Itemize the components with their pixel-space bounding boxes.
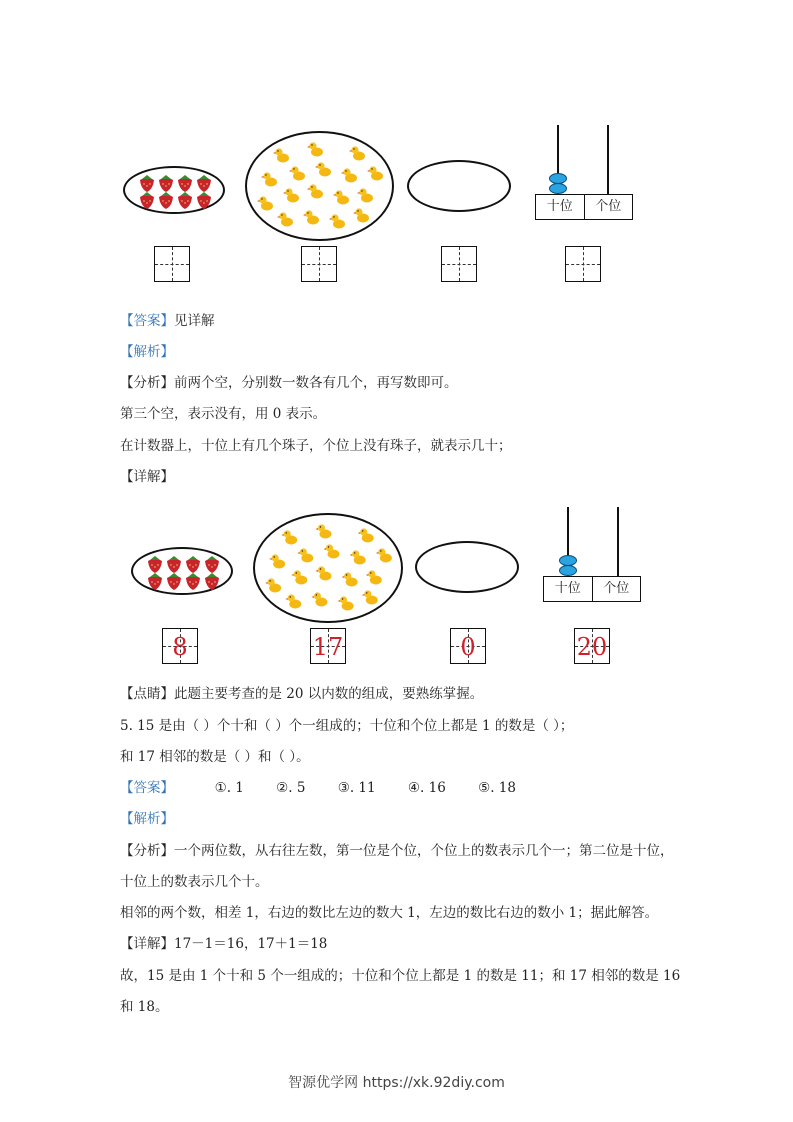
answer-value: 20 [576,633,608,661]
q5-fenxi1: 【分析】一个两位数，从右往左数，第一位是个位，个位上的数表示几个一；第二位是十位， [120,843,674,859]
answer-tag: 【答案】 [120,313,174,329]
duck-icon [362,590,378,604]
bead-icon [559,565,577,576]
duck-icon [366,570,382,584]
ones-label: 个位 [592,577,641,601]
ducks-group [255,515,405,625]
q5-question-line1: 5. 15 是由（ ）个十和（ ）个一组成的；十位和个位上都是 1 的数是（ ）； [120,718,574,734]
q4-line3: 在计数器上，十位上有几个珠子，个位上没有珠子，就表示几十； [120,438,512,454]
duck-icon [338,596,354,610]
q4-analysis-tag: 【解析】 [120,344,174,360]
answer-box-1 [162,628,198,664]
answer-box-3 [450,628,486,664]
q5-detail: 【详解】17－1＝16，17＋1＝18 [120,936,328,952]
answer-text: 见详解 [174,313,215,329]
q5-question-line2: 和 17 相邻的数是（ ）和（ ）。 [120,749,310,765]
ones-label: 个位 [584,195,633,219]
duck-icon [297,548,313,562]
ones-rod [617,507,619,577]
strawberries-group [133,549,235,597]
duck-icon [281,530,297,544]
answer-3: ③. 11 [337,780,376,796]
tens-label: 十位 [546,199,573,214]
duck-icon [315,566,331,580]
strawberry-icon [186,573,200,590]
duck-icon [285,594,301,608]
duck-icon [291,570,307,584]
q5-analysis-tag: 【解析】 [120,811,174,827]
q4-line2: 第三个空，表示没有，用 0 表示。 [120,406,327,422]
place-value-chart [543,576,641,602]
answer-value: 17 [312,633,344,661]
duck-icon [265,578,281,592]
strawberry-oval [131,547,233,595]
strawberry-icon [167,556,181,573]
dianjing-line: 【点睛】此题主要考查的是 20 以内数的组成，要熟练掌握。 [120,686,484,702]
q5-fenxi2: 十位上的数表示几个十。 [120,874,269,890]
q5-conclusion2: 和 18。 [120,999,169,1015]
duck-oval [253,513,403,623]
strawberry-icon [167,573,181,590]
footer-watermark: 智源优学网 https://xk.92diy.com [288,1075,505,1091]
strawberry-icon [205,573,219,590]
answer-5: ⑤. 18 [478,780,516,796]
strawberry-icon [148,556,162,573]
duck-icon [315,524,331,538]
q4-detail-tag: 【详解】 [120,469,174,485]
empty-oval [415,541,519,593]
tens-label: 十位 [554,581,581,596]
answer-2: ②. 5 [276,780,306,796]
duck-icon [311,592,327,606]
duck-icon [350,550,366,564]
q5-answer-line [120,779,516,797]
answer-value: 8 [172,633,188,661]
strawberry-icon [205,556,219,573]
duck-icon [324,544,340,558]
answer-box-4 [574,628,610,664]
answer-value: 0 [460,633,476,661]
answer-box-2 [310,628,346,664]
answer-4: ④. 16 [407,780,446,796]
duck-icon [269,554,285,568]
duck-icon [342,572,358,586]
answer-1: ①. 1 [214,780,244,796]
duck-icon [358,528,374,542]
strawberry-icon [148,573,162,590]
strawberry-icon [186,556,200,573]
q5-conclusion1: 故，15 是由 1 个十和 5 个一组成的；十位和个位上都是 1 的数是 11；和 17 相邻的数是 16 [120,968,681,984]
q5-line3: 相邻的两个数，相差 1，右边的数比左边的数大 1，左边的数比右边的数小 1；据此解答。 [120,905,659,921]
answer-tag: 【答案】 [120,780,174,796]
q4-fenxi: 【分析】前两个空，分别数一数各有几个，再写数即可。 [120,375,458,391]
duck-icon [376,548,392,562]
